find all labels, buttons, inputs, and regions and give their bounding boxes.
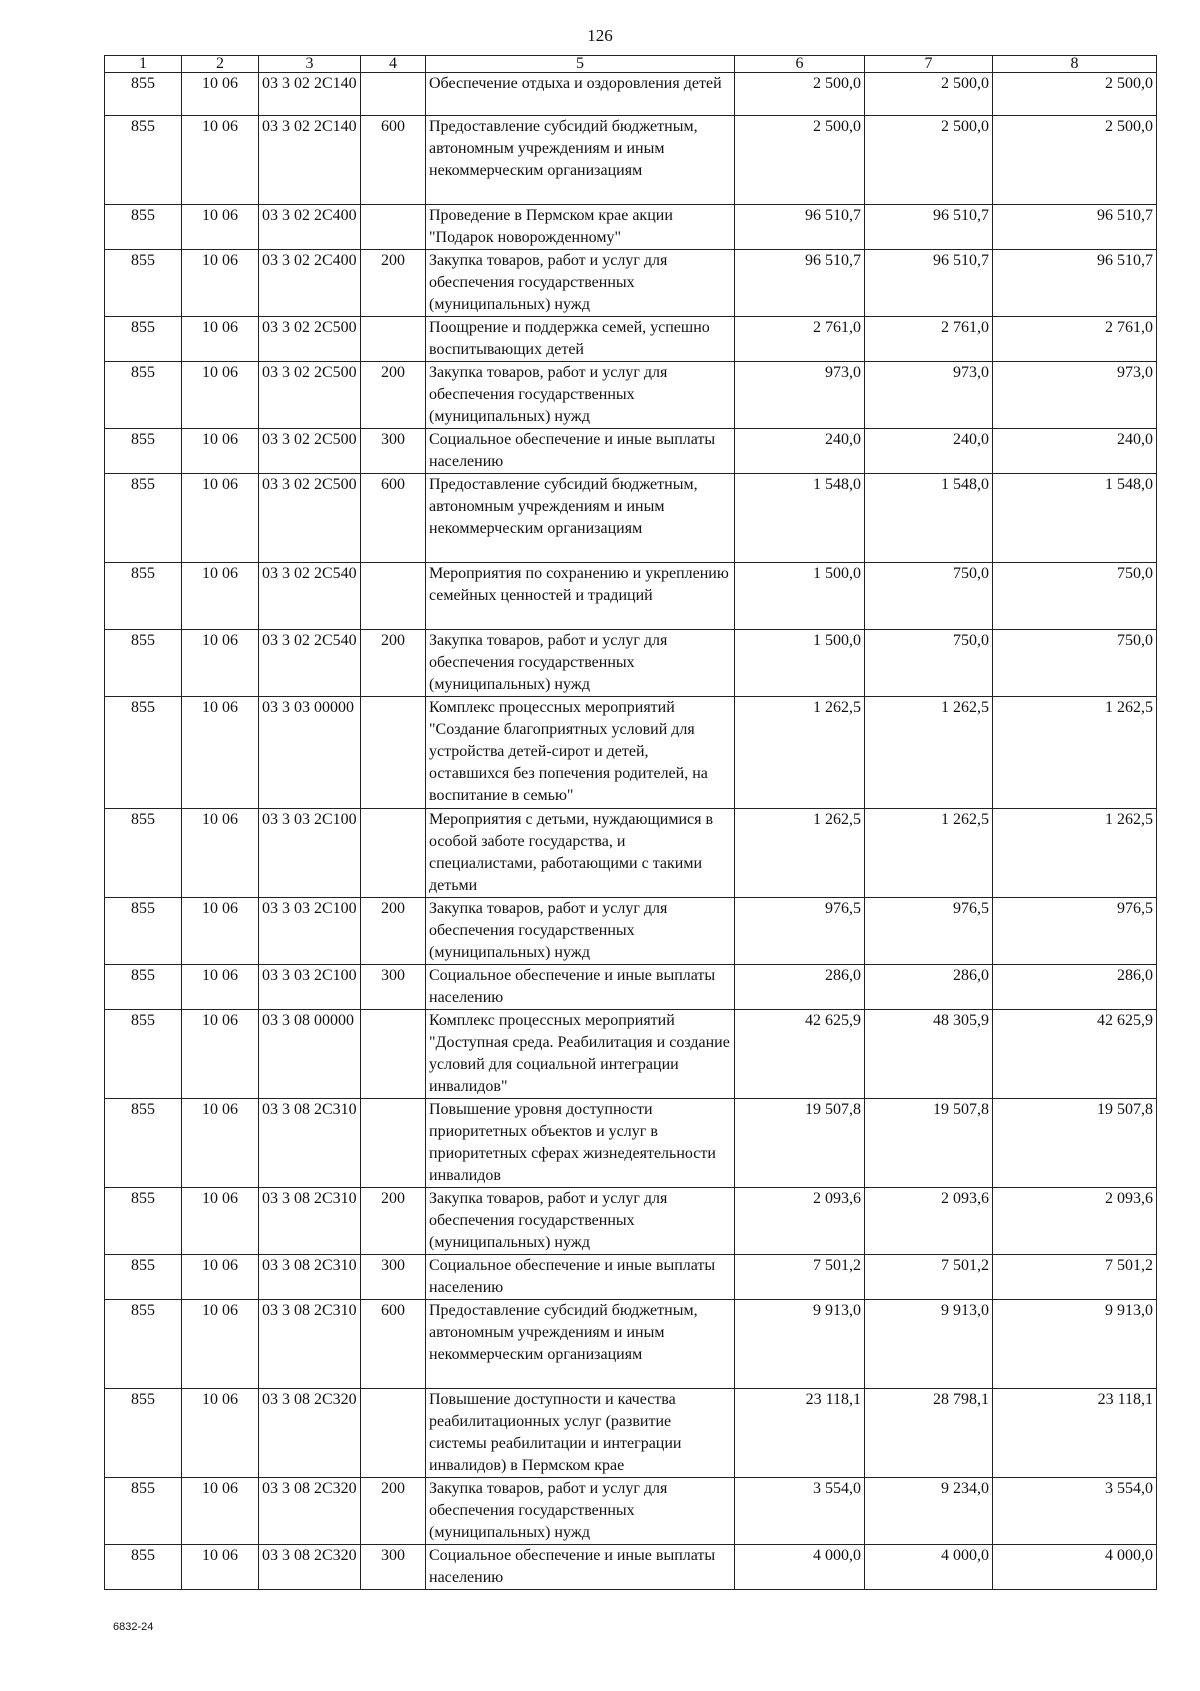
cell-amount-col6: 2 500,0 — [735, 73, 865, 116]
cell-expense-type — [361, 205, 426, 250]
cell-ministry: 855 — [105, 1545, 182, 1590]
cell-target-article: 03 3 02 2С140 — [259, 73, 361, 116]
document-code: 6832-24 — [113, 1621, 154, 1633]
cell-expense-type: 600 — [361, 1300, 426, 1389]
cell-expense-type: 200 — [361, 1188, 426, 1255]
cell-name: Социальное обеспечение и иные выплаты населению — [426, 965, 735, 1010]
cell-ministry: 855 — [105, 317, 182, 362]
cell-amount-col6: 973,0 — [735, 362, 865, 429]
cell-section: 10 06 — [182, 73, 259, 116]
table-row — [105, 1255, 1157, 1300]
cell-section: 10 06 — [182, 1099, 259, 1188]
cell-amount-col7: 750,0 — [865, 630, 993, 697]
cell-target-article: 03 3 03 2С100 — [259, 898, 361, 965]
cell-amount-col8: 3 554,0 — [993, 1478, 1157, 1545]
cell-expense-type: 200 — [361, 630, 426, 697]
cell-ministry: 855 — [105, 630, 182, 697]
cell-expense-type — [361, 697, 426, 809]
cell-name: Комплекс процессных мероприятий "Создание благоприятных условий для устройства детей-сирот и детей, оставшихся без попечения родителей, на воспитание в семью" — [426, 697, 735, 809]
cell-ministry: 855 — [105, 73, 182, 116]
cell-ministry: 855 — [105, 1478, 182, 1545]
cell-amount-col8: 9 913,0 — [993, 1300, 1157, 1389]
cell-amount-col6: 1 262,5 — [735, 697, 865, 809]
cell-amount-col7: 48 305,9 — [865, 1010, 993, 1099]
cell-ministry: 855 — [105, 116, 182, 205]
table-row — [105, 563, 1157, 630]
cell-target-article: 03 3 08 2С310 — [259, 1300, 361, 1389]
cell-section: 10 06 — [182, 1389, 259, 1478]
cell-amount-col7: 1 548,0 — [865, 474, 993, 563]
cell-ministry: 855 — [105, 563, 182, 630]
cell-target-article: 03 3 08 2С310 — [259, 1188, 361, 1255]
cell-ministry: 855 — [105, 898, 182, 965]
cell-expense-type — [361, 1099, 426, 1188]
cell-section: 10 06 — [182, 429, 259, 474]
cell-amount-col6: 1 500,0 — [735, 563, 865, 630]
cell-target-article: 03 3 03 00000 — [259, 697, 361, 809]
cell-expense-type: 300 — [361, 1545, 426, 1590]
cell-name: Закупка товаров, работ и услуг для обеспечения государственных (муниципальных) нужд — [426, 630, 735, 697]
column-header: 7 — [865, 56, 993, 73]
cell-target-article: 03 3 02 2С400 — [259, 205, 361, 250]
table-row — [105, 965, 1157, 1010]
page-number: 126 — [587, 26, 613, 45]
cell-target-article: 03 3 02 2С540 — [259, 563, 361, 630]
cell-section: 10 06 — [182, 630, 259, 697]
table-row — [105, 630, 1157, 697]
cell-amount-col8: 976,5 — [993, 898, 1157, 965]
cell-amount-col8: 4 000,0 — [993, 1545, 1157, 1590]
cell-expense-type — [361, 809, 426, 898]
cell-amount-col8: 2 761,0 — [993, 317, 1157, 362]
table-row — [105, 898, 1157, 965]
cell-target-article: 03 3 02 2С540 — [259, 630, 361, 697]
cell-amount-col7: 2 093,6 — [865, 1188, 993, 1255]
cell-expense-type: 300 — [361, 429, 426, 474]
cell-amount-col7: 9 913,0 — [865, 1300, 993, 1389]
cell-target-article: 03 3 08 2С320 — [259, 1478, 361, 1545]
cell-amount-col6: 7 501,2 — [735, 1255, 865, 1300]
cell-name: Проведение в Пермском крае акции "Подарок новорожденному" — [426, 205, 735, 250]
cell-ministry: 855 — [105, 474, 182, 563]
table-row — [105, 474, 1157, 563]
cell-amount-col8: 42 625,9 — [993, 1010, 1157, 1099]
cell-amount-col7: 286,0 — [865, 965, 993, 1010]
cell-ministry: 855 — [105, 965, 182, 1010]
table-row — [105, 116, 1157, 205]
cell-name: Повышение уровня доступности приоритетных объектов и услуг в приоритетных сферах жизнедеятельности инвалидов — [426, 1099, 735, 1188]
cell-name: Закупка товаров, работ и услуг для обеспечения государственных (муниципальных) нужд — [426, 250, 735, 317]
cell-target-article: 03 3 02 2С500 — [259, 362, 361, 429]
table-row — [105, 205, 1157, 250]
cell-ministry: 855 — [105, 1300, 182, 1389]
cell-amount-col6: 2 500,0 — [735, 116, 865, 205]
cell-amount-col7: 96 510,7 — [865, 205, 993, 250]
cell-amount-col8: 2 093,6 — [993, 1188, 1157, 1255]
column-header: 2 — [182, 56, 259, 73]
cell-ministry: 855 — [105, 1255, 182, 1300]
cell-section: 10 06 — [182, 250, 259, 317]
cell-expense-type — [361, 563, 426, 630]
cell-expense-type — [361, 1010, 426, 1099]
cell-name: Предоставление субсидий бюджетным, автономным учреждениям и иным некоммерческим организациям — [426, 1300, 735, 1389]
column-header: 5 — [426, 56, 735, 73]
cell-amount-col6: 19 507,8 — [735, 1099, 865, 1188]
cell-target-article: 03 3 02 2С500 — [259, 317, 361, 362]
cell-expense-type: 300 — [361, 965, 426, 1010]
cell-target-article: 03 3 02 2С500 — [259, 474, 361, 563]
table-row — [105, 317, 1157, 362]
table-row — [105, 1545, 1157, 1590]
cell-name: Предоставление субсидий бюджетным, автономным учреждениям и иным некоммерческим организациям — [426, 474, 735, 563]
cell-target-article: 03 3 08 2С320 — [259, 1545, 361, 1590]
cell-name: Предоставление субсидий бюджетным, автономным учреждениям и иным некоммерческим организациям — [426, 116, 735, 205]
cell-amount-col8: 240,0 — [993, 429, 1157, 474]
cell-section: 10 06 — [182, 1255, 259, 1300]
cell-name: Мероприятия по сохранению и укреплению семейных ценностей и традиций — [426, 563, 735, 630]
cell-expense-type — [361, 1389, 426, 1478]
cell-amount-col8: 2 500,0 — [993, 73, 1157, 116]
cell-expense-type: 200 — [361, 362, 426, 429]
cell-amount-col8: 1 262,5 — [993, 809, 1157, 898]
cell-ministry: 855 — [105, 1188, 182, 1255]
cell-name: Поощрение и поддержка семей, успешно воспитывающих детей — [426, 317, 735, 362]
cell-amount-col6: 2 093,6 — [735, 1188, 865, 1255]
cell-amount-col8: 1 548,0 — [993, 474, 1157, 563]
cell-target-article: 03 3 08 00000 — [259, 1010, 361, 1099]
table-row — [105, 1099, 1157, 1188]
cell-amount-col6: 976,5 — [735, 898, 865, 965]
cell-ministry: 855 — [105, 1389, 182, 1478]
cell-target-article: 03 3 03 2С100 — [259, 965, 361, 1010]
cell-section: 10 06 — [182, 898, 259, 965]
table-row — [105, 697, 1157, 809]
cell-ministry: 855 — [105, 429, 182, 474]
cell-target-article: 03 3 08 2С310 — [259, 1255, 361, 1300]
cell-ministry: 855 — [105, 697, 182, 809]
cell-section: 10 06 — [182, 965, 259, 1010]
cell-expense-type: 200 — [361, 898, 426, 965]
cell-amount-col6: 1 548,0 — [735, 474, 865, 563]
cell-amount-col7: 4 000,0 — [865, 1545, 993, 1590]
cell-section: 10 06 — [182, 697, 259, 809]
cell-ministry: 855 — [105, 1010, 182, 1099]
cell-amount-col6: 2 761,0 — [735, 317, 865, 362]
cell-target-article: 03 3 08 2С320 — [259, 1389, 361, 1478]
cell-amount-col6: 96 510,7 — [735, 250, 865, 317]
cell-amount-col6: 4 000,0 — [735, 1545, 865, 1590]
cell-section: 10 06 — [182, 205, 259, 250]
cell-amount-col7: 976,5 — [865, 898, 993, 965]
cell-name: Закупка товаров, работ и услуг для обеспечения государственных (муниципальных) нужд — [426, 1478, 735, 1545]
budget-table — [104, 55, 1157, 1590]
cell-amount-col6: 9 913,0 — [735, 1300, 865, 1389]
cell-amount-col8: 2 500,0 — [993, 116, 1157, 205]
cell-amount-col6: 240,0 — [735, 429, 865, 474]
cell-ministry: 855 — [105, 205, 182, 250]
cell-expense-type — [361, 73, 426, 116]
cell-name: Закупка товаров, работ и услуг для обеспечения государственных (муниципальных) нужд — [426, 1188, 735, 1255]
cell-section: 10 06 — [182, 317, 259, 362]
cell-amount-col7: 750,0 — [865, 563, 993, 630]
cell-section: 10 06 — [182, 563, 259, 630]
cell-amount-col6: 96 510,7 — [735, 205, 865, 250]
cell-name: Мероприятия с детьми, нуждающимися в особой заботе государства, и специалистами, работающими с такими детьми — [426, 809, 735, 898]
table-row — [105, 1300, 1157, 1389]
cell-expense-type: 200 — [361, 250, 426, 317]
cell-amount-col8: 750,0 — [993, 630, 1157, 697]
cell-target-article: 03 3 02 2С500 — [259, 429, 361, 474]
column-header: 8 — [993, 56, 1157, 73]
cell-ministry: 855 — [105, 1099, 182, 1188]
cell-amount-col7: 9 234,0 — [865, 1478, 993, 1545]
cell-amount-col6: 1 262,5 — [735, 809, 865, 898]
cell-section: 10 06 — [182, 362, 259, 429]
cell-section: 10 06 — [182, 1545, 259, 1590]
cell-amount-col8: 23 118,1 — [993, 1389, 1157, 1478]
cell-amount-col8: 96 510,7 — [993, 205, 1157, 250]
column-header: 6 — [735, 56, 865, 73]
cell-expense-type: 300 — [361, 1255, 426, 1300]
cell-amount-col6: 286,0 — [735, 965, 865, 1010]
cell-name: Социальное обеспечение и иные выплаты населению — [426, 1545, 735, 1590]
cell-expense-type — [361, 317, 426, 362]
table-row — [105, 1010, 1157, 1099]
cell-expense-type: 600 — [361, 116, 426, 205]
table-row — [105, 1389, 1157, 1478]
cell-amount-col8: 286,0 — [993, 965, 1157, 1010]
cell-amount-col6: 42 625,9 — [735, 1010, 865, 1099]
cell-expense-type: 600 — [361, 474, 426, 563]
cell-amount-col7: 2 761,0 — [865, 317, 993, 362]
cell-amount-col7: 1 262,5 — [865, 697, 993, 809]
cell-expense-type: 200 — [361, 1478, 426, 1545]
cell-amount-col7: 19 507,8 — [865, 1099, 993, 1188]
cell-section: 10 06 — [182, 1010, 259, 1099]
cell-name: Социальное обеспечение и иные выплаты населению — [426, 1255, 735, 1300]
table-row — [105, 1188, 1157, 1255]
cell-name: Комплекс процессных мероприятий "Доступная среда. Реабилитация и создание условий для социальной интеграции инвалидов" — [426, 1010, 735, 1099]
cell-amount-col8: 750,0 — [993, 563, 1157, 630]
cell-section: 10 06 — [182, 116, 259, 205]
cell-amount-col8: 1 262,5 — [993, 697, 1157, 809]
cell-section: 10 06 — [182, 1188, 259, 1255]
cell-target-article: 03 3 03 2С100 — [259, 809, 361, 898]
cell-amount-col6: 23 118,1 — [735, 1389, 865, 1478]
cell-section: 10 06 — [182, 474, 259, 563]
table-row — [105, 362, 1157, 429]
cell-ministry: 855 — [105, 250, 182, 317]
cell-name: Социальное обеспечение и иные выплаты населению — [426, 429, 735, 474]
cell-ministry: 855 — [105, 809, 182, 898]
cell-name: Закупка товаров, работ и услуг для обеспечения государственных (муниципальных) нужд — [426, 898, 735, 965]
header-row — [105, 56, 1157, 73]
cell-section: 10 06 — [182, 1478, 259, 1545]
cell-amount-col7: 7 501,2 — [865, 1255, 993, 1300]
cell-amount-col8: 973,0 — [993, 362, 1157, 429]
cell-amount-col7: 2 500,0 — [865, 73, 993, 116]
cell-amount-col7: 240,0 — [865, 429, 993, 474]
cell-amount-col7: 2 500,0 — [865, 116, 993, 205]
cell-amount-col8: 19 507,8 — [993, 1099, 1157, 1188]
cell-name: Обеспечение отдыха и оздоровления детей — [426, 73, 735, 116]
table-row — [105, 73, 1157, 116]
cell-ministry: 855 — [105, 362, 182, 429]
table-row — [105, 429, 1157, 474]
cell-section: 10 06 — [182, 809, 259, 898]
cell-amount-col7: 973,0 — [865, 362, 993, 429]
column-header: 4 — [361, 56, 426, 73]
cell-name: Закупка товаров, работ и услуг для обеспечения государственных (муниципальных) нужд — [426, 362, 735, 429]
column-header: 3 — [259, 56, 361, 73]
table-row — [105, 250, 1157, 317]
cell-section: 10 06 — [182, 1300, 259, 1389]
cell-amount-col6: 3 554,0 — [735, 1478, 865, 1545]
cell-amount-col7: 28 798,1 — [865, 1389, 993, 1478]
table-row — [105, 1478, 1157, 1545]
cell-name: Повышение доступности и качества реабилитационных услуг (развитие системы реабилитации и интеграции инвалидов) в Пермском крае — [426, 1389, 735, 1478]
table-body — [105, 73, 1157, 1590]
cell-target-article: 03 3 02 2С140 — [259, 116, 361, 205]
cell-amount-col6: 1 500,0 — [735, 630, 865, 697]
cell-target-article: 03 3 02 2С400 — [259, 250, 361, 317]
cell-amount-col8: 96 510,7 — [993, 250, 1157, 317]
cell-amount-col7: 96 510,7 — [865, 250, 993, 317]
column-header: 1 — [105, 56, 182, 73]
table-row — [105, 809, 1157, 898]
cell-target-article: 03 3 08 2С310 — [259, 1099, 361, 1188]
cell-amount-col8: 7 501,2 — [993, 1255, 1157, 1300]
cell-amount-col7: 1 262,5 — [865, 809, 993, 898]
